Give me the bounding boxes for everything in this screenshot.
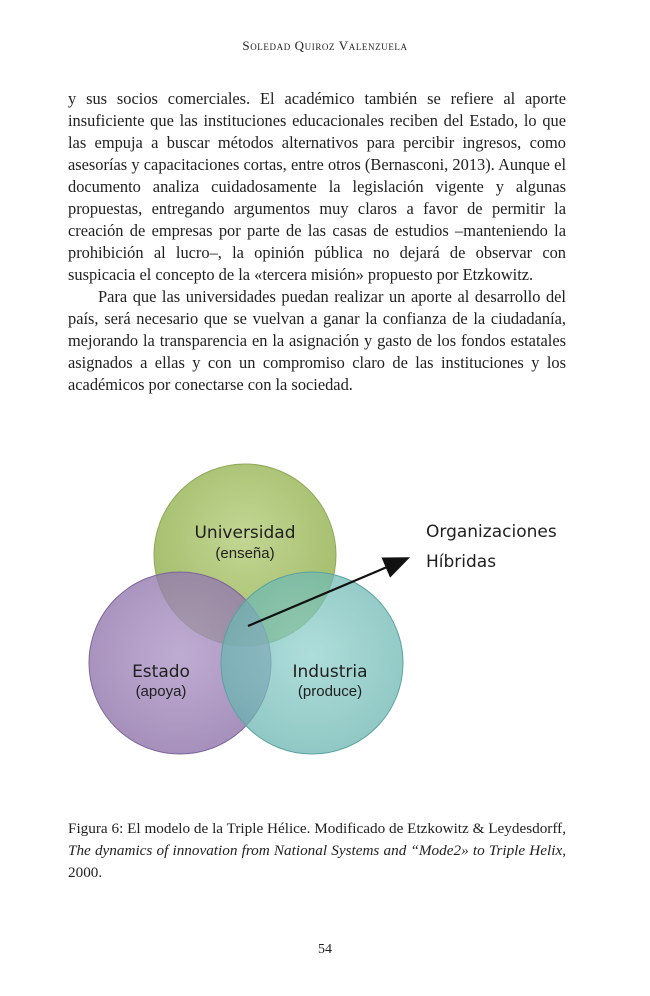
hybrid-label-line2: Híbridas (426, 552, 497, 572)
caption-title: The dynamics of innovation from National Systems and “Mode2» to Triple Helix (68, 842, 563, 859)
running-head: Soledad Quiroz Valenzuela (242, 38, 408, 53)
page-number: 54 (318, 942, 332, 957)
hybrid-label-line1: Organizaciones (426, 522, 557, 542)
paragraph: Para que las universidades puedan realizar un aporte al desarrollo del país, será necesario que se vuelvan a ganar la confianza de la ciudadanía, mejorando la transparencia en la asignación y gasto de los fondos estatales asignados a ellas y con un compromiso claro de las instituciones y los académicos por conectarse con la sociedad. (68, 287, 566, 394)
caption-year: , 2000. (68, 842, 566, 881)
estado-label: Estado (132, 662, 190, 682)
paragraph: y sus socios comerciales. El académico también se refiere al aporte insuficiente que las instituciones educacionales reciben del Estado, lo que las empuja a buscar métodos alternativos para percibir ingresos, como asesorías y capacitaciones cortas, entre otros (Bernasconi, 2013). Aunque el documento analiza cuidadosamente la legislación vigente y algunas propuestas, entregando argumentos muy claros a favor de permitir la creación de empresas por parte de las casas de estudios –manteniendo la prohibición al lucro–, la opinión pública no dejará de observar con suspicacia el concepto de la «tercera misión» propuesto por Etzkowitz. (68, 89, 566, 284)
universidad-label: Universidad (194, 523, 296, 543)
caption-text: Figura 6: El modelo de la Triple Hélice. Modificado de Etzkowitz & Leydesdorff, (68, 820, 566, 837)
estado-sublabel: (apoya) (135, 683, 187, 700)
body-text (68, 88, 566, 396)
industria-label: Industria (292, 662, 368, 682)
universidad-sublabel: (enseña) (215, 545, 275, 562)
triple-helix-diagram (80, 455, 580, 775)
industria-sublabel: (produce) (297, 683, 363, 700)
figure-caption (68, 818, 566, 884)
